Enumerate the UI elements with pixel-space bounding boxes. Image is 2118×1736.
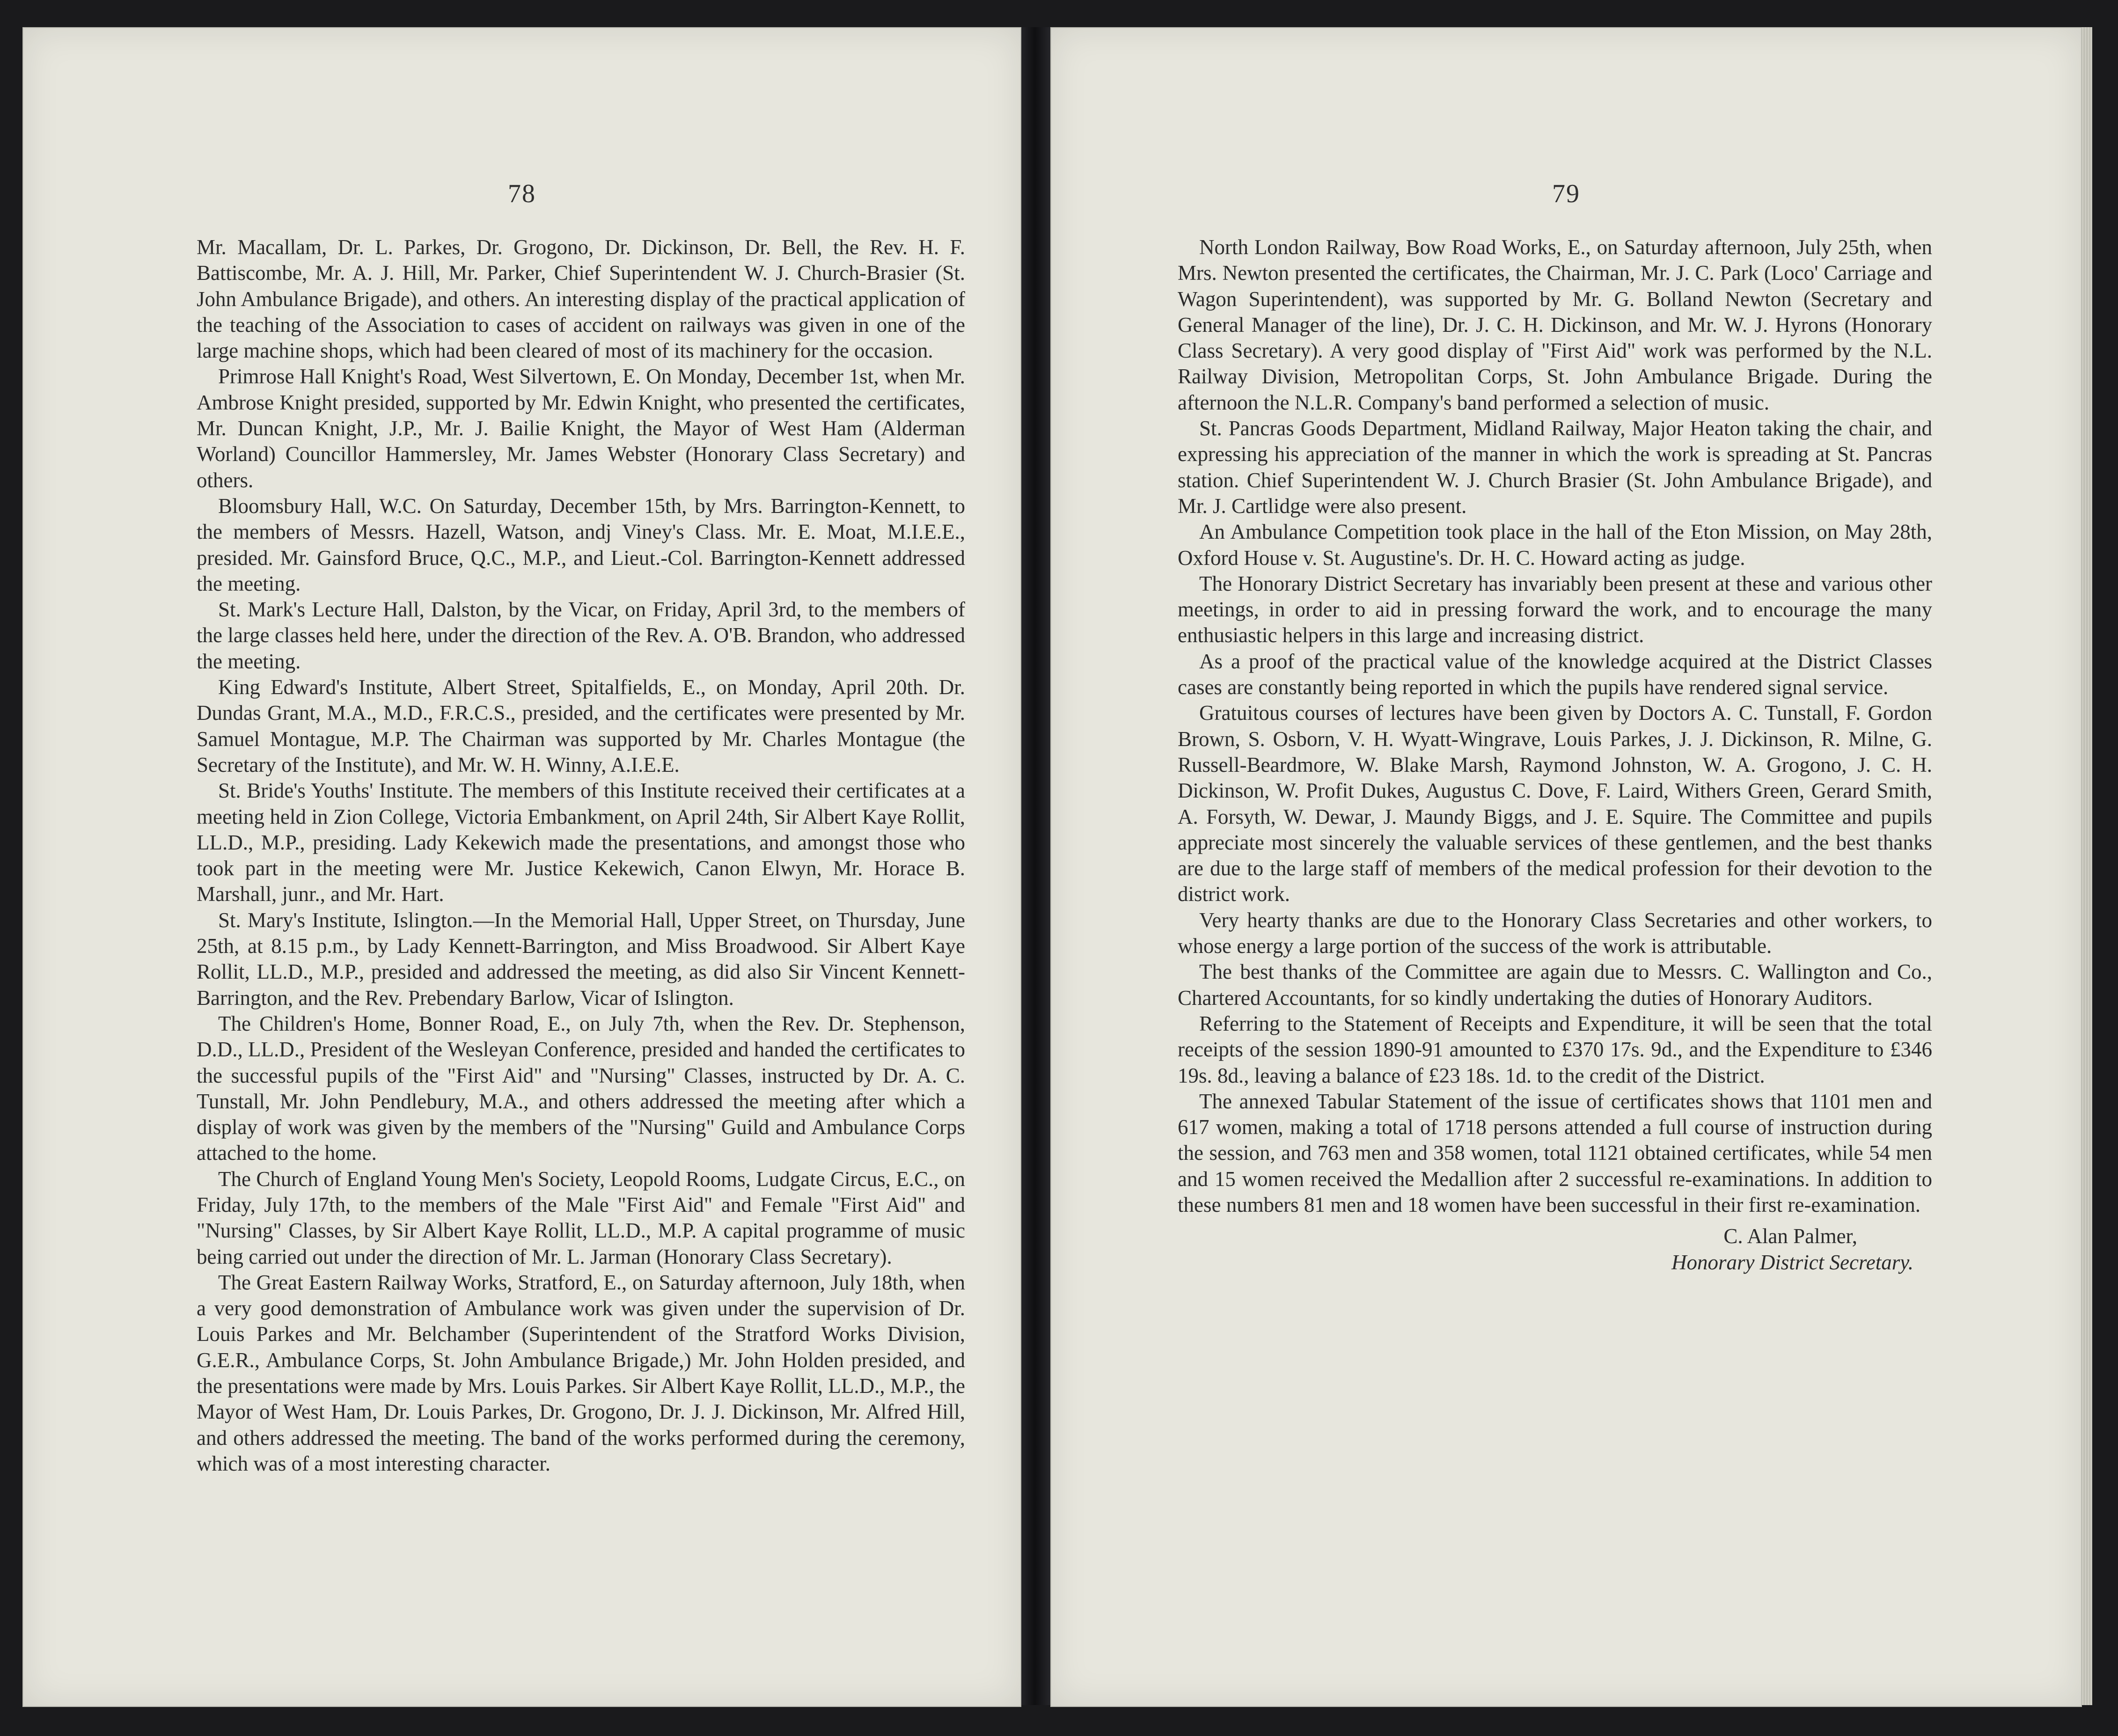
signature-block [1178, 1223, 1932, 1275]
paragraph: The Children's Home, Bonner Road, E., on July 7th, when the Rev. Dr. Stephenson, D.D., LL.D., President of the Wesleyan Conference, presided and handed the certificates to the successful pupils of the "First Aid" and "Nursing" Classes, instructed by Dr. A. C. Tunstall, Mr. John Pendlebury, M.A., and others addressed the meeting after which a display of work was given by the members of the "Nursing" Guild and Ambulance Corps attached to the home. [197, 1011, 965, 1165]
paragraph: St. Mary's Institute, Islington.—In the Memorial Hall, Upper Street, on Thursday, June 25th, at 8.15 p.m., by Lady Kennett-Barrington, and Miss Broadwood. Sir Albert Kaye Rollit, LL.D., M.P., presided and addressed the meeting, as did also Sir Vincent Kennett-Barrington, and the Rev. Prebendary Barlow, Vicar of Islington. [197, 908, 965, 1010]
right-page [1050, 27, 2082, 1707]
paragraph: Mr. Macallam, Dr. L. Parkes, Dr. Grogono, Dr. Dickinson, Dr. Bell, the Rev. H. F. Battiscombe, Mr. A. J. Hill, Mr. Parker, Chief Superintendent W. J. Church-Brasier (St. John Ambulance Brigade), and others. An interesting display of the practical application of the teaching of the Association to cases of accident on railways was given in one of the large machine shops, which had been cleared of most of its machinery for the occasion. [197, 235, 965, 363]
paragraph: The Great Eastern Railway Works, Stratford, E., on Saturday afternoon, July 18th, when a very good demonstration of Ambulance work was given under the supervision of Dr. Louis Parkes and Mr. Belchamber (Superintendent of the Stratford Works Division, G.E.R., Ambulance Corps, St. John Ambulance Brigade,) Mr. John Holden presided, and the presentations were made by Mrs. Louis Parkes. Sir Albert Kaye Rollit, LL.D., M.P., the Mayor of West Ham, Dr. Louis Parkes, Dr. Grogono, Dr. J. J. Dickinson, Mr. Alfred Hill, and others addressed the meeting. The band of the works performed during the ceremony, which was of a most interesting character. [197, 1270, 965, 1475]
paragraph: The best thanks of the Committee are again due to Messrs. C. Wallington and Co., Chartered Accountants, for so kindly undertaking the duties of Honorary Auditors. [1178, 960, 1932, 1010]
signature-title: Honorary District Secretary. [1671, 1250, 1913, 1274]
paragraph: King Edward's Institute, Albert Street, Spitalfields, E., on Monday, April 20th. Dr. Dundas Grant, M.A., M.D., F.R.C.S., presided, and the certificates were presented by Mr. Samuel Montague, M.P. The Chairman was supported by Mr. Charles Montague (the Secretary of the Institute), and Mr. W. H. Winny, A.I.E.E. [197, 675, 965, 776]
page-number-left: 78 [508, 179, 536, 208]
book-spine [1019, 27, 1050, 1705]
signature-name: C. Alan Palmer, [1723, 1224, 1857, 1248]
paragraph: Primrose Hall Knight's Road, West Silvertown, E. On Monday, December 1st, when Mr. Ambrose Knight presided, supported by Mr. Edwin Knight, who presented the certificates, Mr. Duncan Knight, J.P., Mr. J. Bailie Knight, the Mayor of West Ham (Alderman Worland) Councillor Hammersley, Mr. James Webster (Honorary Class Secretary) and others. [197, 365, 965, 492]
paragraph: The annexed Tabular Statement of the issue of certificates shows that 1101 men and 617 women, making a total of 1718 persons attended a full course of instruction during the session, and 763 men and 358 women, total 1121 obtained certificates, while 54 men and 15 women received the Medallion after 2 successful re-examinations. In addition to these numbers 81 men and 18 women have been successful in their first re-examination. [1178, 1089, 1932, 1216]
left-page-text [197, 234, 965, 1477]
right-page-text [1178, 234, 1932, 1275]
paragraph: As a proof of the practical value of the knowledge acquired at the District Classes cases are constantly being reported in which the pupils have rendered signal service. [1178, 649, 1932, 699]
paragraph: North London Railway, Bow Road Works, E., on Saturday afternoon, July 25th, when Mrs. Newton presented the certificates, the Chairman, Mr. J. C. Park (Loco' Carriage and Wagon Superintendent), was supported by Mr. G. Bolland Newton (Secretary and General Manager of the line), Dr. J. C. H. Dickinson, and Mr. W. J. Hyrons (Honorary Class Secretary). A very good display of "First Aid" work was performed by the N.L. Railway Division, Metropolitan Corps, St. John Ambulance Brigade. During the afternoon the N.L.R. Company's band performed a selection of music. [1178, 235, 1932, 414]
page-number-right: 79 [1552, 179, 1580, 208]
paragraph: St. Pancras Goods Department, Midland Railway, Major Heaton taking the chair, and expressing his appreciation of the manner in which the work is spreading at St. Pancras station. Chief Superintendent W. J. Church Brasier (St. John Ambulance Brigade), and Mr. J. Cartlidge were also present. [1178, 417, 1932, 518]
paragraph: Very hearty thanks are due to the Honorary Class Secretaries and other workers, to whose energy a large portion of the success of the work is attributable. [1178, 908, 1932, 958]
paragraph: The Honorary District Secretary has invariably been present at these and various other meetings, in order to aid in pressing forward the work, and to encourage the many enthusiastic helpers in this large and increasing district. [1178, 571, 1932, 647]
paragraph: Referring to the Statement of Receipts and Expenditure, it will be seen that the total receipts of the session 1890-91 amounted to £370 17s. 9d., and the Expenditure to £346 19s. 8d., leaving a balance of £23 18s. 1d. to the credit of the District. [1178, 1011, 1932, 1087]
paragraph: The Church of England Young Men's Society, Leopold Rooms, Ludgate Circus, E.C., on Friday, July 17th, to the members of the Male "First Aid" and Female "First Aid" and "Nursing" Classes, by Sir Albert Kaye Rollit, LL.D., M.P. A capital programme of music being carried out under the direction of Mr. L. Jarman (Honorary Class Secretary). [197, 1167, 965, 1268]
left-page [22, 27, 1021, 1707]
paragraph: Gratuitous courses of lectures have been given by Doctors A. C. Tunstall, F. Gordon Brown, S. Osborn, V. H. Wyatt-Wingrave, Louis Parkes, J. J. Dickinson, R. Milne, G. Russell-Beardmore, W. Blake Marsh, Raymond Johnston, W. A. Grogono, J. C. H. Dickinson, W. Profit Dukes, Augustus C. Dove, F. Laird, Withers Green, Gerard Smith, A. Forsyth, W. Dewar, J. Maundy Biggs, and J. E. Squire. The Committee and pupils appreciate most sincerely the valuable services of these gentlemen, and the best thanks are due to the large staff of members of the medical profession for their devotion to the district work. [1178, 701, 1932, 906]
paragraph: An Ambulance Competition took place in the hall of the Eton Mission, on May 28th, Oxford House v. St. Augustine's. Dr. H. C. Howard acting as judge. [1178, 520, 1932, 570]
paragraph: St. Bride's Youths' Institute. The members of this Institute received their certificates at a meeting held in Zion College, Victoria Embankment, on April 24th, Sir Albert Kaye Rollit, LL.D., M.P., presiding. Lady Kekewich made the presentations, and amongst those who took part in the meeting were Mr. Justice Kekewich, Canon Elwyn, Mr. Horace B. Marshall, junr., and Mr. Hart. [197, 779, 965, 906]
paragraph: St. Mark's Lecture Hall, Dalston, by the Vicar, on Friday, April 3rd, to the members of the large classes held here, under the direction of the Rev. A. O'B. Brandon, who addressed the meeting. [197, 598, 965, 673]
paragraph: Bloomsbury Hall, W.C. On Saturday, December 15th, by Mrs. Barrington-Kennett, to the members of Messrs. Hazell, Watson, andj Viney's Class. Mr. E. Moat, M.I.E.E., presided. Mr. Gainsford Bruce, Q.C., M.P., and Lieut.-Col. Barrington-Kennett addressed the meeting. [197, 494, 965, 595]
